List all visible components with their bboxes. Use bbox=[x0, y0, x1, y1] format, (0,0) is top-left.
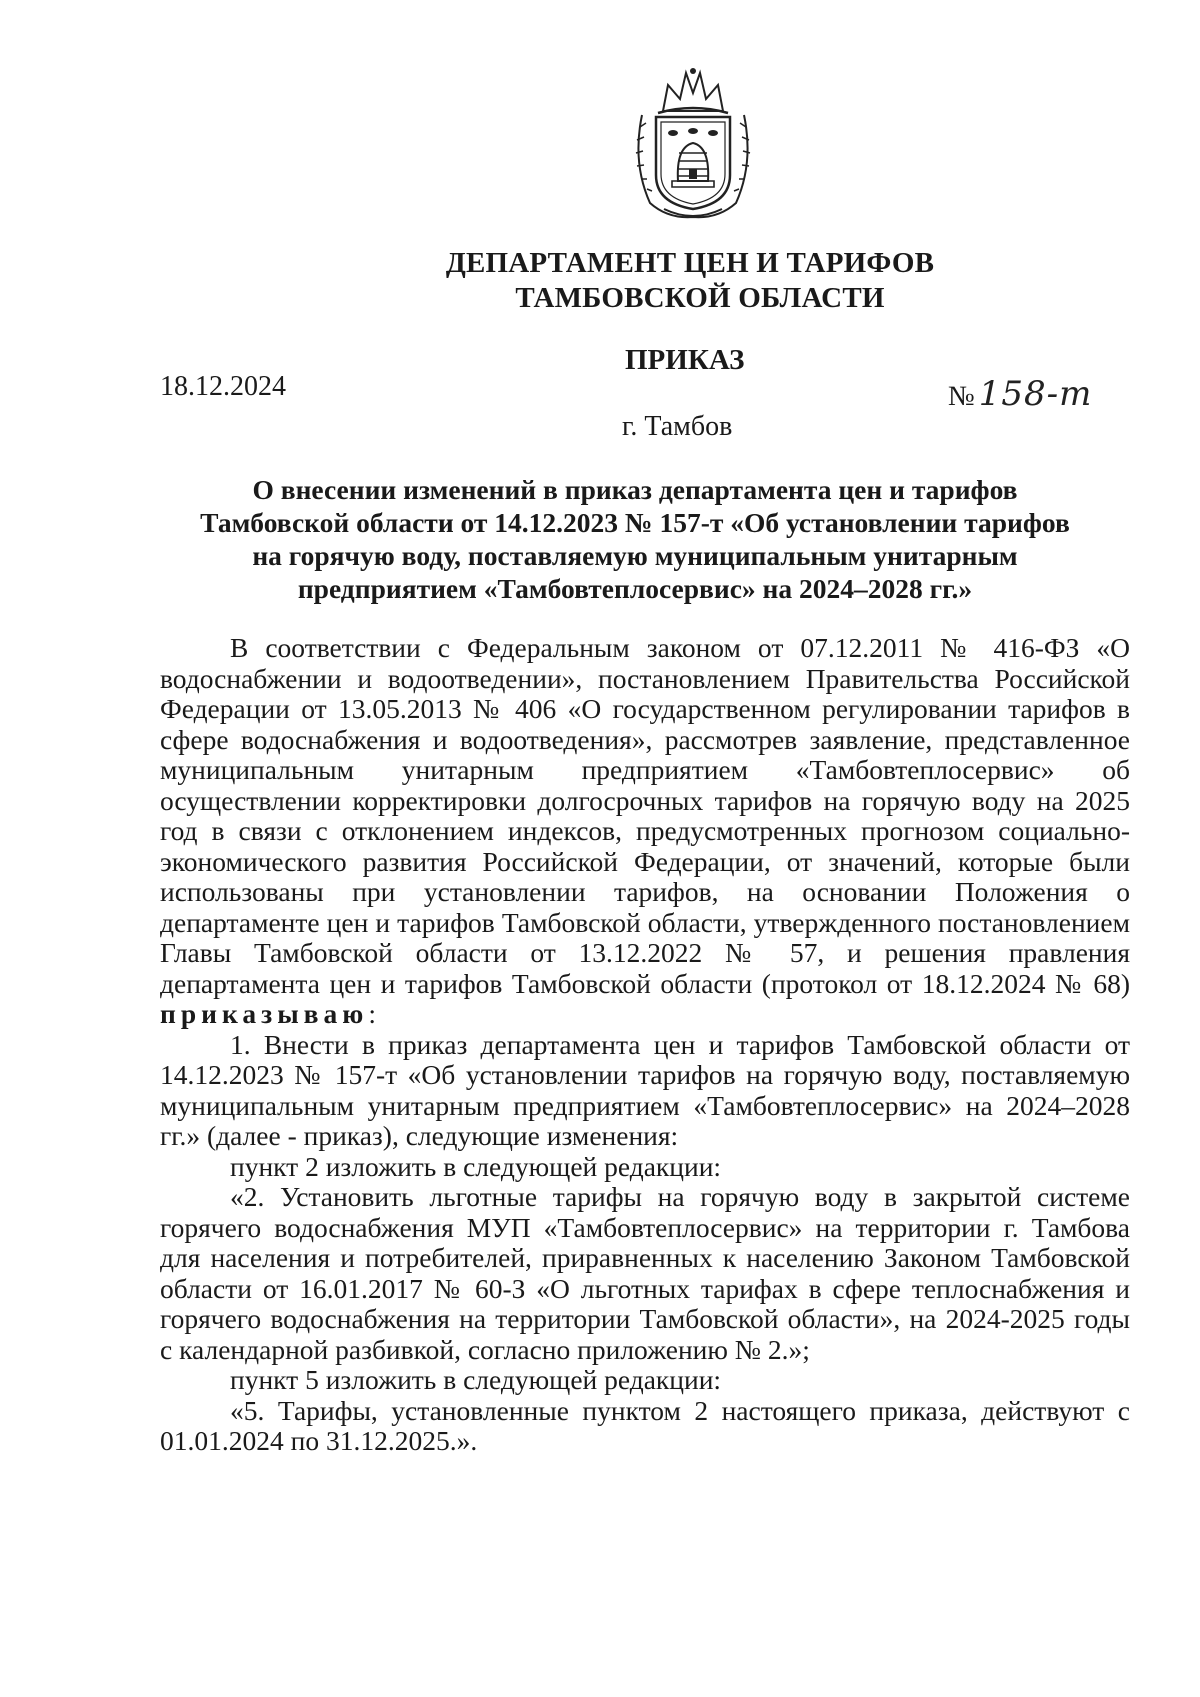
title-line: О внесении изменений в приказ департамента цен и тарифов bbox=[252, 474, 1018, 505]
preamble-text: В соответствии с Федеральным законом от 07.12.2011 № 416-ФЗ «О водоснабжении и водоотведении», постановлением Правительства Российской Федерации от 13.05.2013 № 406 «О государственном регулировании тарифов в сфере водоснабжения и водоотведения», рассмотрев заявление, представленное муниципальным унитарным предприятием «Тамбовтеплосервис» об осуществлении корректировки долгосрочных тарифов на горячую воду на 2025 год в связи с отклонением индексов, предусмотренных прогнозом социально-экономического развития Российской Федерации, от значений, которые были использованы при установлении тарифов, на основании Положения о департаменте цен и тарифов Тамбовской области, утвержденного постановлением Главы Тамбовской области от 13.12.2022 № 57, и решения правления департамента цен и тарифов Тамбовской области (протокол от 18.12.2024 № 68) bbox=[160, 632, 1130, 999]
title-line: на горячую воду, поставляемую муниципальным унитарным bbox=[252, 540, 1018, 571]
document-type: ПРИКАЗ bbox=[625, 344, 745, 376]
number-sign: № bbox=[948, 381, 975, 412]
item-1-point-2-text: «2. Установить льготные тарифы на горячую воду в закрытой системе горячего водоснабжения МУП «Тамбовтеплосервис» на территории г. Тамбова для населения и потребителей, приравненных к населению Законом Тамбовской области от 16.01.2017 № 60-З «О льготных тарифах в сфере теплоснабжения и горячего водоснабжения на территории Тамбовской области», на 2024-2025 годы с календарной разбивкой, согласно приложению № 2.»; bbox=[160, 1181, 1130, 1365]
item-1-point-5-text: «5. Тарифы, установленные пунктом 2 настоящего приказа, действуют с 01.01.2024 по 31.12.2025.». bbox=[160, 1394, 1130, 1456]
title-line: Тамбовской области от 14.12.2023 № 157-т «Об установлении тарифов bbox=[200, 507, 1070, 538]
handwritten-number: 158-т bbox=[978, 374, 1093, 414]
item-1-point-5-intro: пункт 5 изложить в следующей редакции: bbox=[230, 1364, 722, 1395]
document-body bbox=[160, 633, 1130, 1457]
department-line-1: ДЕПАРТАМЕНТ ЦЕН И ТАРИФОВ bbox=[445, 247, 935, 279]
document-number bbox=[948, 374, 1092, 414]
department-name bbox=[0, 246, 1200, 316]
item-1-paragraph: 1. Внести в приказ департамента цен и тарифов Тамбовской области от 14.12.2023 № 157-т «Об установлении тарифов на горячую воду, поставляемую муниципальным унитарным предприятием «Тамбовтеплосервис» на 2024–2028 гг.» (далее - приказ), следующие изменения: bbox=[160, 1028, 1130, 1151]
document-city: г. Тамбов bbox=[622, 411, 733, 442]
decree-word: приказываю bbox=[160, 998, 369, 1029]
decree-colon: : bbox=[368, 998, 376, 1029]
document-date: 18.12.2024 bbox=[160, 371, 286, 402]
item-1-point-2-intro: пункт 2 изложить в следующей редакции: bbox=[230, 1150, 722, 1182]
department-line-2: ТАМБОВСКОЙ ОБЛАСТИ bbox=[515, 282, 885, 314]
title-line: предприятием «Тамбовтеплосервис» на 2024–2028 гг.» bbox=[297, 573, 973, 604]
document-title bbox=[160, 473, 1110, 605]
coat-of-arms-icon bbox=[628, 63, 758, 221]
preamble-paragraph bbox=[160, 633, 1130, 1030]
